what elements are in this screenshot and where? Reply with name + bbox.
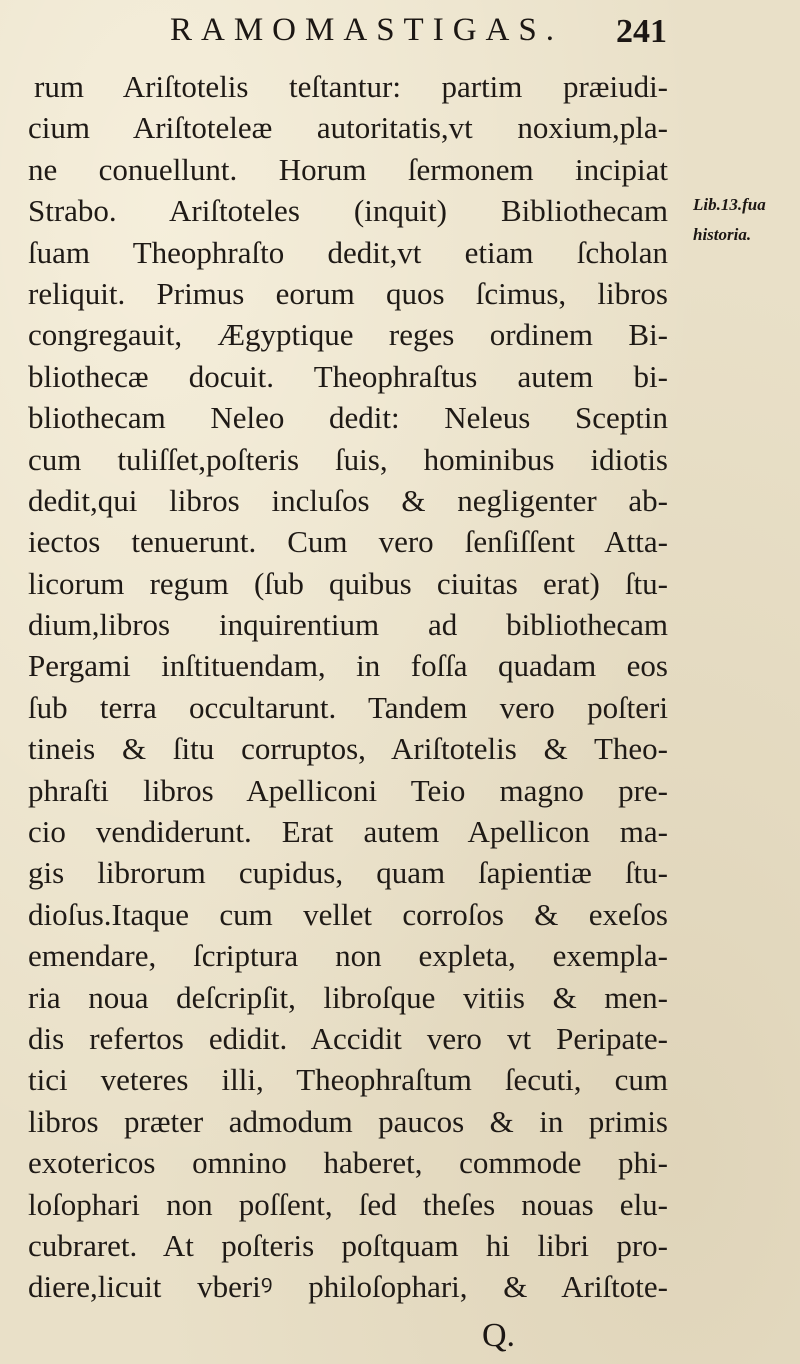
text-line: Pergami inſtituendam, in foſſa quadam eos — [28, 648, 668, 684]
text-line: gis librorum cupidus, quam ſapientiæ ſtu- — [28, 855, 668, 891]
text-line: rum Ariſtotelis teſtantur: partim præiudi- — [34, 69, 668, 104]
text-line: ria noua deſcripſit, libroſque vitiis & men- — [28, 979, 668, 1015]
text-line: libros præter admodum paucos & in primis — [28, 1103, 668, 1139]
catchword: Q. — [482, 1317, 516, 1354]
marginal-note-line: Lib.13.fua — [693, 195, 766, 214]
text-line: cubraret. At poſteris poſtquam hi libri pro- — [28, 1227, 668, 1263]
text-line: dium,libros inquirentium ad bibliothecam — [28, 607, 668, 643]
text-line: dedit,qui libros incluſos & negligenter ab- — [28, 482, 668, 518]
text-line: dis refertos edidit. Accidit vero vt Peripate- — [28, 1020, 668, 1056]
text-line: phraſti libros Apelliconi Teio magno pre- — [28, 772, 668, 808]
text-line: Strabo. Ariſtoteles (inquit) Bibliothecam — [28, 193, 668, 229]
text-line: cium Ariſtoteleæ autoritatis,vt noxium,pla- — [28, 110, 668, 146]
text-line: cum tuliſſet,poſteris ſuis, hominibus idiotis — [28, 441, 668, 477]
text-line: emendare, ſcriptura non expleta, exempla- — [28, 938, 668, 974]
text-line: tici veteres illi, Theophraſtum ſecuti, cum — [28, 1062, 668, 1098]
body-text — [28, 66, 668, 1308]
text-line: tineis & ſitu corruptos, Ariſtotelis & Theo- — [28, 731, 668, 767]
text-line: iectos tenuerunt. Cum vero ſenſiſſent Atta- — [28, 524, 668, 560]
running-title: RAMOMASTIGAS. — [170, 12, 563, 48]
page-number: 241 — [616, 13, 667, 50]
text-line: cio vendiderunt. Erat autem Apellicon ma- — [28, 814, 668, 850]
marginal-note-line: historia. — [693, 225, 752, 244]
text-line: dioſus.Itaque cum vellet corroſos & exeſos — [28, 896, 668, 932]
text-line: reliquit. Primus eorum quos ſcimus, libros — [28, 275, 668, 311]
text-line: exotericos omnino haberet, commode phi- — [28, 1145, 668, 1181]
text-line: licorum regum (ſub quibus ciuitas erat) ſtu- — [28, 565, 668, 601]
text-line: loſophari non poſſent, ſed theſes nouas elu- — [28, 1186, 668, 1222]
text-line: diere,licuit vberiꝰ philoſophari, & Ariſtote- — [28, 1269, 668, 1305]
text-line: congregauit, Ægyptique reges ordinem Bi- — [28, 317, 668, 353]
text-line: ne conuellunt. Horum ſermonem incipiat — [28, 151, 668, 187]
text-line: ſub terra occultarunt. Tandem vero poſteri — [28, 689, 668, 725]
text-line: bliothecæ docuit. Theophraſtus autem bi- — [28, 358, 668, 394]
text-line: ſuam Theophraſto dedit,vt etiam ſcholan — [28, 234, 668, 270]
text-line: bliothecam Neleo dedit: Neleus Sceptin — [28, 400, 668, 436]
marginal-note — [693, 190, 798, 250]
